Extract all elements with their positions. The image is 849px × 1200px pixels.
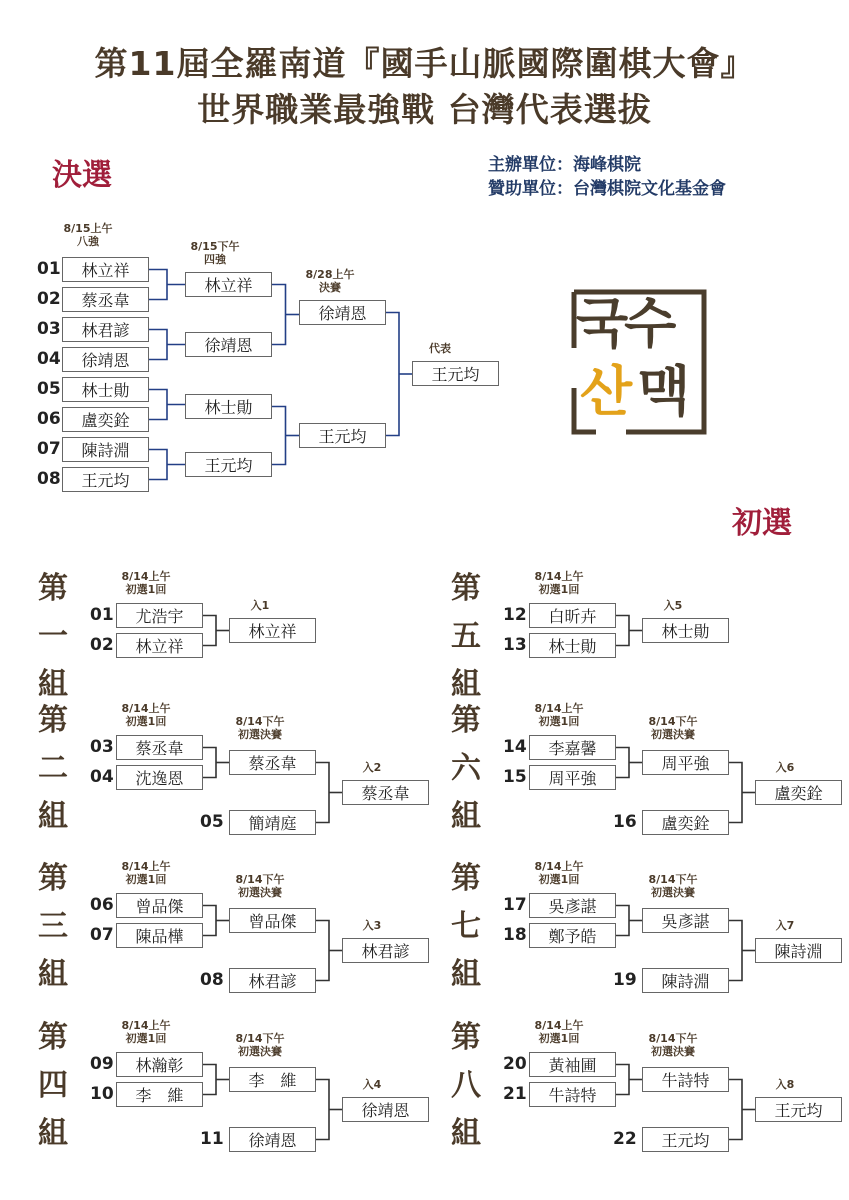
prelim-player-number: 20 [503, 1054, 527, 1074]
qualifier-box: 王元均 [755, 1097, 842, 1122]
final-player-box: 徐靖恩 [62, 347, 149, 372]
final-player-box: 王元均 [62, 467, 149, 492]
group-label-char: 組 [38, 667, 68, 702]
prelim-conn-a-2-fork [203, 906, 216, 936]
prelim-round1-label: 8/14上午 初選1回 [121, 702, 171, 728]
group-label-char: 第 [38, 861, 68, 896]
logo-text-accent: 산 [580, 360, 633, 423]
prelim-conn-a-7-fork [616, 1065, 629, 1095]
prelim-round2-label: 8/14下午 初選決賽 [648, 1032, 698, 1058]
final-semi-winner-box: 徐靖恩 [299, 300, 386, 325]
prelim-semi-winner-box: 李 維 [229, 1067, 316, 1092]
prelim-player-number: 12 [503, 605, 527, 625]
group-label-char: 第 [38, 571, 68, 606]
prelim-player-number: 07 [90, 925, 114, 945]
prelim-player-number: 04 [90, 767, 114, 787]
final-seed-number: 04 [37, 349, 61, 369]
group-label-char: 第 [451, 571, 481, 606]
final-quarter-winner-box: 林立祥 [185, 272, 272, 297]
qualifier-label: 入5 [663, 599, 683, 612]
prelim-seed-box: 簡靖庭 [229, 810, 316, 835]
prelim-player-box: 李 維 [116, 1082, 203, 1107]
group-label-char: 第 [451, 703, 481, 738]
group-label-char: 組 [451, 667, 481, 702]
prelim-player-box: 曾品傑 [116, 893, 203, 918]
final-conn-r2-0-fork [272, 285, 286, 345]
final-seed-number: 06 [37, 409, 61, 429]
final-player-box: 蔡丞韋 [62, 287, 149, 312]
final-round2-label: 8/15下午 四強 [190, 240, 240, 266]
prelim-player-box: 白昕卉 [529, 603, 616, 628]
prelim-player-number: 14 [503, 737, 527, 757]
final-seed-number: 02 [37, 289, 61, 309]
prelim-seed-box: 盧奕銓 [642, 810, 729, 835]
prelim-player-box: 黃袖圃 [529, 1052, 616, 1077]
prelim-player-box: 周平強 [529, 765, 616, 790]
prelim-round1-label: 8/14上午 初選1回 [534, 1019, 584, 1045]
prelim-semi-winner-box: 蔡丞韋 [229, 750, 316, 775]
title-line-2: 世界職業最強戰 台灣代表選拔 [197, 90, 652, 129]
group-label-char: 第 [451, 861, 481, 896]
prelim-round1-label: 8/14上午 初選1回 [534, 860, 584, 886]
prelim-conn-a-1-fork [203, 748, 216, 778]
qualifier-label: 入8 [775, 1078, 795, 1091]
prelim-conn-a-3-fork [203, 1065, 216, 1095]
prelim-round2-label: 8/14下午 初選決賽 [648, 873, 698, 899]
final-champion-box: 王元均 [412, 361, 499, 386]
title-line-1: 第11屆全羅南道『國手山脈國際圍棋大會』 [94, 44, 755, 83]
group-label-char: 八 [451, 1068, 481, 1103]
prelim-conn-a-5-fork [616, 748, 629, 778]
prelim-player-number: 21 [503, 1084, 527, 1104]
group-label-char: 六 [451, 751, 481, 786]
prelim-conn-a-6-fork [616, 906, 629, 936]
logo-text-right: 맥 [638, 360, 691, 423]
group-label-char: 一 [38, 619, 68, 654]
prelim-round2-label: 8/14下午 初選決賽 [235, 1032, 285, 1058]
prelim-seed-number: 22 [613, 1129, 637, 1149]
qualifier-box: 蔡丞韋 [342, 780, 429, 805]
prelim-conn-4-fork [616, 616, 629, 646]
prelim-player-number: 02 [90, 635, 114, 655]
prelim-seed-number: 19 [613, 970, 637, 990]
prelim-round1-label: 8/14上午 初選1回 [121, 860, 171, 886]
prelim-section-label: 初選 [732, 506, 792, 541]
prelim-round1-label: 8/14上午 初選1回 [121, 1019, 171, 1045]
organizer-text: 主辦單位：海峰棋院 [488, 155, 641, 175]
final-conn-r1-0-fork [149, 270, 167, 300]
final-seed-number: 05 [37, 379, 61, 399]
prelim-player-number: 15 [503, 767, 527, 787]
final-player-box: 林立祥 [62, 257, 149, 282]
prelim-round2-label: 8/14下午 初選決賽 [648, 715, 698, 741]
prelim-player-box: 沈逸恩 [116, 765, 203, 790]
qualifier-box: 徐靖恩 [342, 1097, 429, 1122]
group-label-char: 組 [38, 1116, 68, 1151]
prelim-seed-box: 王元均 [642, 1127, 729, 1152]
prelim-round1-label: 8/14上午 初選1回 [121, 570, 171, 596]
final-player-box: 林士勛 [62, 377, 149, 402]
group-label-char: 五 [451, 619, 481, 654]
final-round1-label: 8/15上午 八強 [63, 222, 113, 248]
final-conn-r3-fork [386, 313, 399, 436]
prelim-seed-box: 徐靖恩 [229, 1127, 316, 1152]
prelim-player-box: 林立祥 [116, 633, 203, 658]
prelim-seed-box: 林君諺 [229, 968, 316, 993]
group-label-char: 組 [38, 799, 68, 834]
final-section-label: 決選 [52, 158, 112, 193]
prelim-round1-label: 8/14上午 初選1回 [534, 570, 584, 596]
prelim-player-box: 鄭予皓 [529, 923, 616, 948]
prelim-player-box: 陳品樺 [116, 923, 203, 948]
prelim-semi-winner-box: 周平強 [642, 750, 729, 775]
qualifier-label: 入3 [362, 919, 382, 932]
final-quarter-winner-box: 徐靖恩 [185, 332, 272, 357]
prelim-round2-label: 8/14下午 初選決賽 [235, 715, 285, 741]
final-seed-number: 08 [37, 469, 61, 489]
prelim-player-box: 吳彥諶 [529, 893, 616, 918]
group-label-char: 組 [451, 799, 481, 834]
group-label-char: 七 [451, 909, 481, 944]
qualifier-box: 林君諺 [342, 938, 429, 963]
final-conn-r1-2-fork [149, 390, 167, 420]
prelim-round2-label: 8/14下午 初選決賽 [235, 873, 285, 899]
group-label-char: 組 [451, 957, 481, 992]
prelim-player-number: 09 [90, 1054, 114, 1074]
group-label-char: 四 [38, 1068, 68, 1103]
final-seed-number: 07 [37, 439, 61, 459]
prelim-player-box: 李嘉馨 [529, 735, 616, 760]
final-champion-label: 代表 [429, 342, 451, 355]
group-label-char: 第 [38, 703, 68, 738]
final-round3-label: 8/28上午 決賽 [305, 268, 355, 294]
qualifier-label: 入6 [775, 761, 795, 774]
final-quarter-winner-box: 王元均 [185, 452, 272, 477]
prelim-seed-number: 05 [200, 812, 224, 832]
final-player-box: 陳詩淵 [62, 437, 149, 462]
qualifier-label: 入4 [362, 1078, 382, 1091]
prelim-player-box: 尤浩宇 [116, 603, 203, 628]
group-label-char: 二 [38, 751, 68, 786]
final-player-box: 盧奕銓 [62, 407, 149, 432]
prelim-player-number: 17 [503, 895, 527, 915]
qualifier-box: 陳詩淵 [755, 938, 842, 963]
prelim-conn-0-fork [203, 616, 216, 646]
final-seed-number: 01 [37, 259, 61, 279]
prelim-player-box: 林瀚彰 [116, 1052, 203, 1077]
prelim-player-number: 06 [90, 895, 114, 915]
sponsor-text: 贊助單位：台灣棋院文化基金會 [488, 179, 726, 199]
prelim-seed-number: 08 [200, 970, 224, 990]
prelim-player-box: 林士勛 [529, 633, 616, 658]
prelim-player-number: 10 [90, 1084, 114, 1104]
prelim-seed-number: 11 [200, 1129, 224, 1149]
prelim-round1-label: 8/14上午 初選1回 [534, 702, 584, 728]
qualifier-label: 入2 [362, 761, 382, 774]
final-conn-r1-3-fork [149, 450, 167, 480]
prelim-semi-winner-box: 曾品傑 [229, 908, 316, 933]
prelim-semi-winner-box: 牛詩特 [642, 1067, 729, 1092]
group-label-char: 第 [451, 1020, 481, 1055]
prelim-semi-winner-box: 吳彥諶 [642, 908, 729, 933]
final-conn-r1-1-fork [149, 330, 167, 360]
qualifier-box: 盧奕銓 [755, 780, 842, 805]
prelim-player-number: 03 [90, 737, 114, 757]
group-label-char: 第 [38, 1020, 68, 1055]
qualifier-box: 林士勛 [642, 618, 729, 643]
final-player-box: 林君諺 [62, 317, 149, 342]
qualifier-box: 林立祥 [229, 618, 316, 643]
prelim-player-number: 13 [503, 635, 527, 655]
group-label-char: 組 [38, 957, 68, 992]
prelim-seed-box: 陳詩淵 [642, 968, 729, 993]
qualifier-label: 入7 [775, 919, 795, 932]
group-label-char: 組 [451, 1116, 481, 1151]
group-label-char: 三 [38, 909, 68, 944]
final-quarter-winner-box: 林士勛 [185, 394, 272, 419]
final-semi-winner-box: 王元均 [299, 423, 386, 448]
prelim-player-box: 牛詩特 [529, 1082, 616, 1107]
prelim-player-number: 18 [503, 925, 527, 945]
logo-text-top: 국수 [576, 292, 673, 355]
prelim-seed-number: 16 [613, 812, 637, 832]
prelim-player-box: 蔡丞韋 [116, 735, 203, 760]
prelim-player-number: 01 [90, 605, 114, 625]
final-conn-r2-1-fork [272, 407, 286, 465]
qualifier-label: 入1 [250, 599, 270, 612]
final-seed-number: 03 [37, 319, 61, 339]
